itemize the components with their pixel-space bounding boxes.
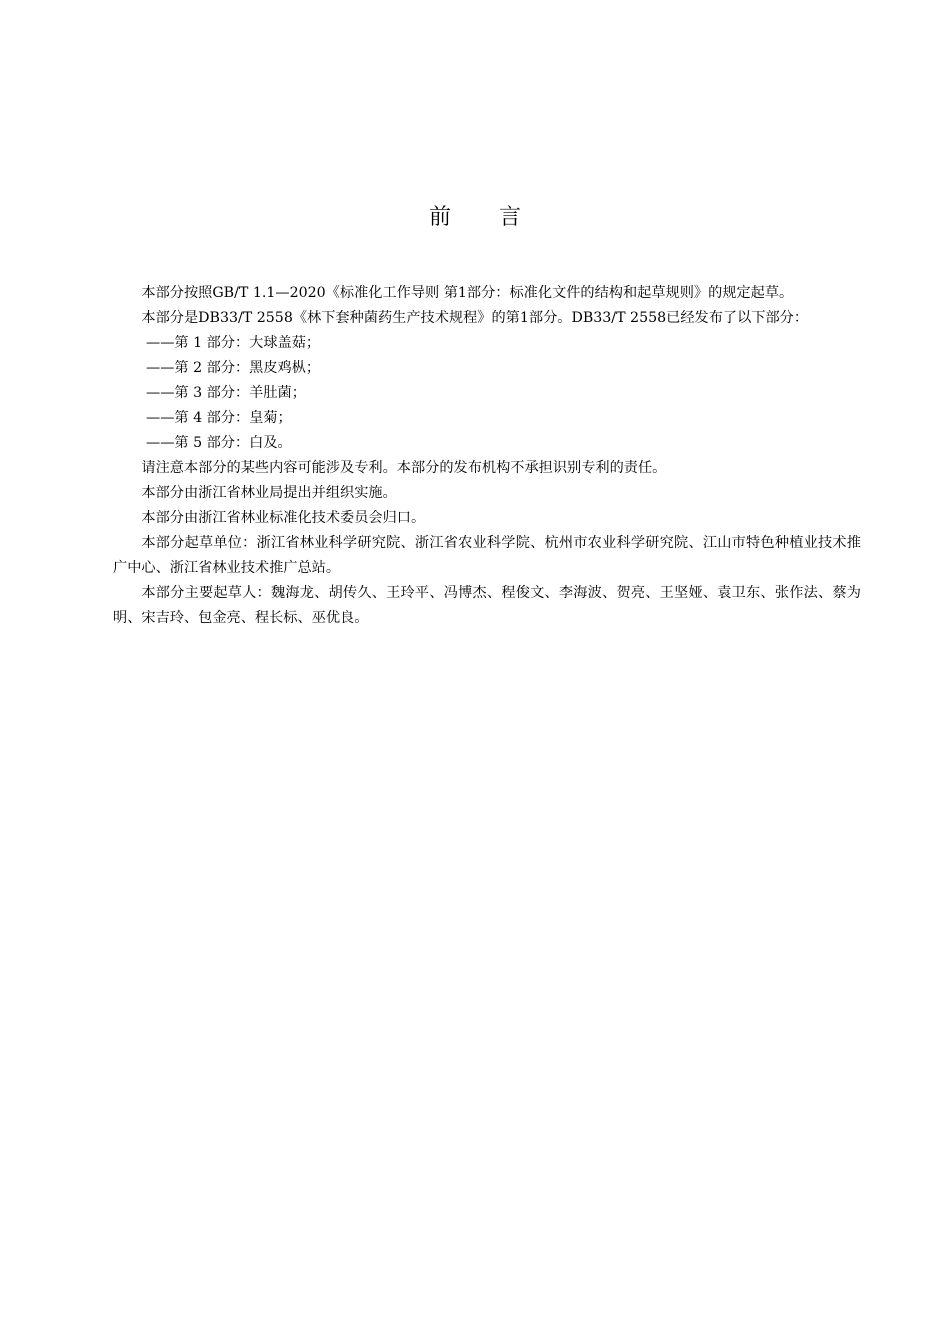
list-item: ——第 2 部分：黑皮鸡枞；	[146, 360, 321, 376]
paragraph-series-info: 本部分是DB33/T 2558《林下套种菌药生产技术规程》的第1部分。DB33/T 2558已经发布了以下部分：	[141, 310, 809, 326]
paragraph-patent-notice: 请注意本部分的某些内容可能涉及专利。本部分的发布机构不承担识别专利的责任。	[141, 460, 667, 476]
paragraph-drafting-basis: 本部分按照GB/T 1.1—2020《标准化工作导则 第1部分：标准化文件的结构和起草规则》的规定起草。	[141, 285, 794, 301]
list-item: ——第 3 部分：羊肚菌；	[146, 385, 306, 401]
list-item: ——第 5 部分：白及。	[146, 435, 292, 451]
paragraph-drafters: 本部分主要起草人：魏海龙、胡传久、王玲平、冯博杰、程俊文、李海波、贺亮、王坚娅、袁卫东、张作法、蔡为明、宋吉玲、包金亮、程长标、巫优良。	[113, 585, 861, 626]
paragraph-drafting-units: 本部分起草单位：浙江省林业科学研究院、浙江省农业科学院、杭州市农业科学研究院、江山市特色种植业技术推广中心、浙江省林业技术推广总站。	[113, 535, 861, 576]
paragraph-technical-committee: 本部分由浙江省林业标准化技术委员会归口。	[141, 510, 426, 526]
list-item: ——第 1 部分：大球盖菇；	[146, 335, 321, 351]
document-body	[113, 281, 861, 631]
list-item: ——第 4 部分：皇菊；	[146, 410, 292, 426]
parts-list	[113, 331, 861, 456]
paragraph-proposer: 本部分由浙江省林业局提出并组织实施。	[141, 485, 397, 501]
page-title: 前言	[428, 205, 569, 230]
